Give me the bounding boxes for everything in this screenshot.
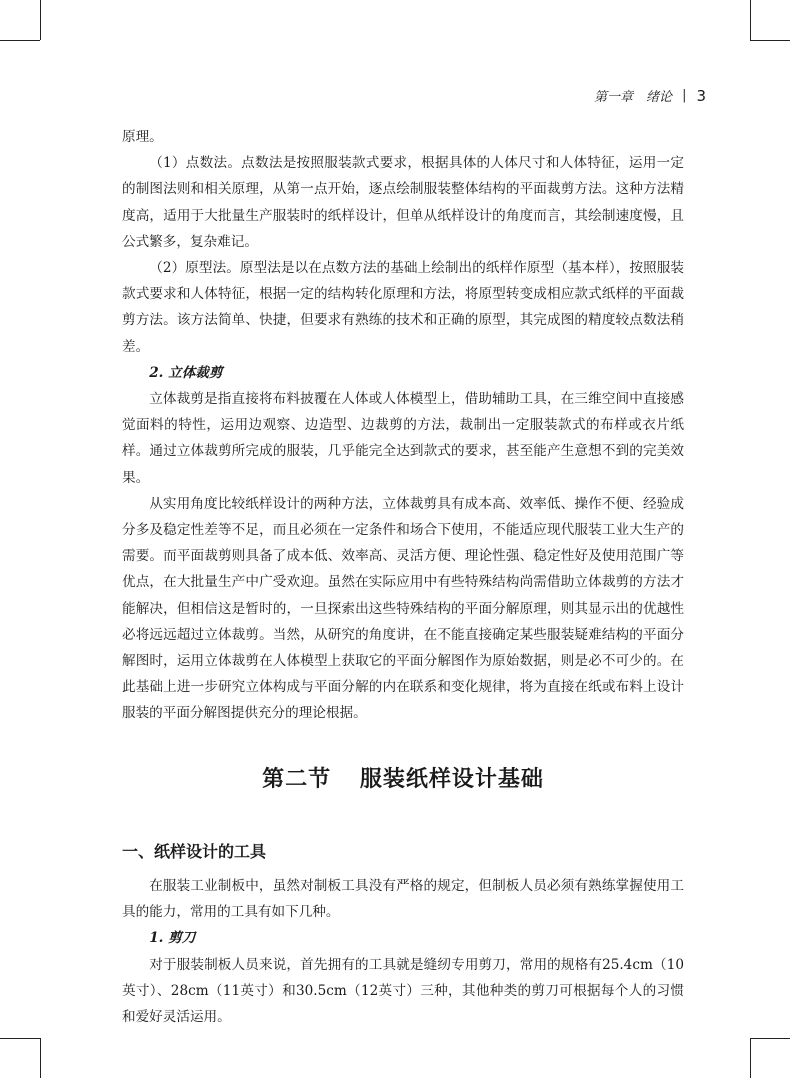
paragraph: （1）点数法。点数法是按照服装款式要求，根据具体的人体尺寸和人体特征，运用一定的制图法则和相关原理，从第一点开始，逐点绘制服装整体结构的平面裁剪方法。这种方法精度高，适用于大批量生产服装时的纸样设计，但单从纸样设计的角度而言，其绘制速度慢，且公式繁多，复杂难记。: [122, 155, 684, 250]
paragraph: 从实用角度比较纸样设计的两种方法，立体裁剪具有成本高、效率低、操作不便、经验成分多及稳定性差等不足，而且必须在一定条件和场合下使用，不能适应现代服装工业大生产的需要。而平面裁剪则具备了成本低、效率高、灵活方便、理论性强、稳定性好及使用范围广等优点，在大批量生产中广受欢迎。虽然在实际应用中有些特殊结构尚需借助立体裁剪的方法才能解决，但相信这是暂时的，一旦探索出这些特殊结构的平面分解原理，则其显示出的优越性必将远远超过立体裁剪。当然，从研究的角度讲，在不能直接确定某些服装疑难结构的平面分解图时，运用立体裁剪在人体模型上获取它的平面分解图作为原始数据，则是必不可少的。在此基础上进一步研究立体构成与平面分解的内在联系和变化规律，将为直接在纸或布料上设计服装的平面分解图提供充分的理论根据。: [122, 495, 684, 722]
crop-mark: [40, 0, 41, 40]
section-title: [122, 767, 684, 793]
chapter-title: 第一章 绪论: [594, 90, 673, 105]
page-number: 3: [696, 86, 706, 105]
crop-mark: [750, 1038, 790, 1039]
header-separator: |: [682, 88, 687, 103]
crop-mark: [0, 1038, 40, 1039]
paragraph: 立体裁剪是指直接将布料披覆在人体或人体模型上，借助辅助工具，在三维空间中直接感觉面料的特性，运用边观察、边造型、边裁剪的方法，裁制出一定服装款式的布样或衣片纸样。通过立体裁剪所完成的服装，几乎能完全达到款式的要求，甚至能产生意想不到的完美效果。: [122, 391, 684, 486]
subheading: 1. 剪刀: [149, 930, 196, 947]
heading: 一、纸样设计的工具: [122, 841, 267, 861]
crop-mark: [0, 40, 40, 41]
subheading: 2. 立体裁剪: [149, 364, 223, 381]
crop-mark: [750, 0, 751, 40]
page-body: [122, 124, 684, 1030]
paragraph: 原理。: [122, 129, 163, 145]
section-number: 第二节: [262, 766, 332, 792]
running-header: [594, 86, 706, 105]
crop-mark: [750, 1038, 751, 1078]
paragraph: （2）原型法。原型法是以在点数方法的基础上绘制出的纸样作原型（基本样），按照服装款式要求和人体特征，根据一定的结构转化原理和方法，将原型转变成相应款式纸样的平面裁剪方法。该方法简单、快捷，但要求有熟练的技术和正确的原型，其完成图的精度较点数法稍差。: [122, 260, 684, 355]
crop-mark: [750, 40, 790, 41]
paragraph: 在服装工业制板中，虽然对制板工具没有严格的规定，但制板人员必须有熟练掌握使用工具的能力，常用的工具有如下几种。: [122, 878, 684, 921]
paragraph: 对于服装制板人员来说，首先拥有的工具就是缝纫专用剪刀，常用的规格有25.4cm（10英寸）、28cm（11英寸）和30.5cm（12英寸）三种，其他种类的剪刀可根据每个人的习惯和爱好灵活运用。: [122, 956, 684, 1026]
crop-mark: [40, 1038, 41, 1078]
section-name: 服装纸样设计基础: [359, 766, 544, 792]
